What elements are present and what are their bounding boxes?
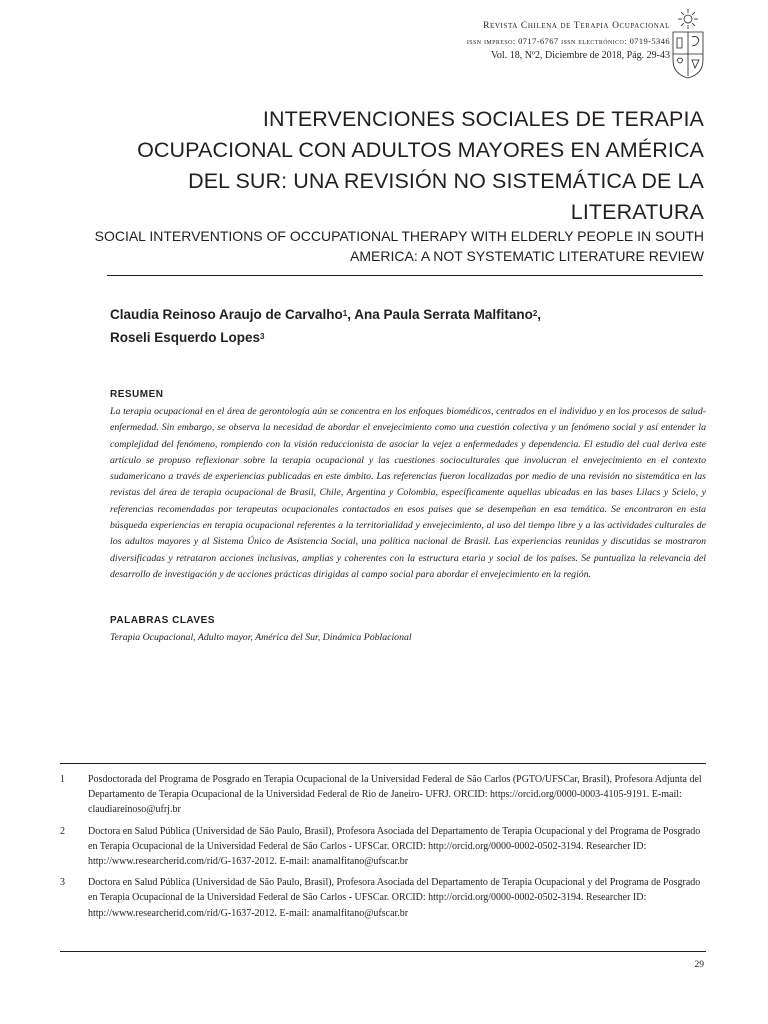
author-separator: , (347, 307, 355, 322)
footnote-item (60, 772, 706, 818)
keywords-text: Terapia Ocupacional, Adulto mayor, América del Sur, Dinámica Poblacional (110, 632, 412, 643)
author-name: Claudia Reinoso Araujo de Carvalho (110, 307, 343, 322)
footnote-text: Doctora en Salud Pública (Universidad de São Paulo, Brasil), Profesora Asociada del Departamento de Terapia Ocupacional y del Programa de Posgrado en Terapia Ocupacional de la Universidad Federal de São Carlos - UFSCar. ORCID: http://orcid.org/0000-0002-0502-3194. Researcher ID: http://www.researcherid.com/rid/G-1637-2012. E-mail: anamalfitano@ufscar.br (88, 825, 701, 868)
abstract-text: La terapia ocupacional en el área de gerontología aún se concentra en los enfoques biomédicos, centrados en el individuo y en los procesos de salud-enfermedad. Sin embargo, se observa la necesidad de abordar el envejecimiento como una cuestión colectiva y un fenómeno social y así entender la complejidad del fenómeno, rompiendo con la visión reduccionista de asociar la vejez a enfermedades y dependencia. El estudio del cual deriva este artículo se propuso reflexionar sobre la terapia ocupacional y las cuestiones socioculturales que involucran el envejecimiento en el contexto sudamericano a través de experiencias publicadas en este ámbito. Las referencias fueron localizadas por medio de una revisión no sistemática en las revistas del área de terapia ocupacional de Brasil, Chile, Argentina y Colombia, específicamente aquellas ubicadas en las bases Lilacs y Scielo, y referencias recomendadas por terapeutas ocupacionales contactados en esos países que se desempeñan en esa temática. Se encontraron en esta búsqueda experiencias en terapia ocupacional referentes a la territorialidad y envejecimiento, al uso del tiempo libre y a las actividades culturales de los adultos mayores y al Sistema Único de Asistencia Social, una política nacional de Brasil. Las experiencias reunidas y discutidas se mostraron diversificadas y retrataron acciones inclusivas, amplias y coherentes con la estructura etaria y social de los países. Se puntualiza la relevancia del desarrollo de investigación y de acciones prácticas dirigidas al campo social para abordar el envejecimiento en la región. (110, 406, 706, 580)
footnote-number: 2 (60, 825, 65, 837)
footnote-number: 3 (60, 877, 65, 889)
journal-volume: Vol. 18, Nº2, Diciembre de 2018, Pág. 29-43 (490, 50, 670, 61)
title-divider (107, 275, 703, 276)
page-bottom-divider (60, 951, 706, 952)
footnote-number: 1 (60, 774, 65, 785)
footnote-text: Doctora en Salud Pública (Universidad de São Paulo, Brasil), Profesora Asociada del Departamento de Terapia Ocupacional y del Programa de Posgrado en Terapia Ocupacional de la Universidad Federal de São Carlos - UFSCar. ORCID: http://orcid.org/0000-0002-0502-3194. Researcher ID: http://www.researcherid.com/rid/G-1637-2012. E-mail: anamalfitano@ufscar.br (88, 877, 701, 919)
footnote-item (60, 824, 706, 870)
article-title-english: SOCIAL INTERVENTIONS OF OCCUPATIONAL THERAPY WITH ELDERLY PEOPLE IN SOUTH AMERICA: A NOT SYSTEMATIC LITERATURE REVIEW (94, 228, 704, 264)
journal-header (467, 20, 670, 62)
page-number: 29 (694, 960, 704, 970)
author-name: Roseli Esquerdo Lopes (110, 330, 261, 345)
article-title-spanish: INTERVENCIONES SOCIALES DE TERAPIA OCUPACIONAL CON ADULTOS MAYORES EN AMÉRICA DEL SUR: UNA REVISIÓN NO SISTEMÁTICA DE LA LITERATURA (137, 107, 704, 224)
footnotes (60, 772, 706, 927)
journal-name: Revista Chilena de Terapia Ocupacional (483, 21, 670, 31)
footnote-text: Posdoctorada del Programa de Posgrado en Terapia Ocupacional de la Universidad Federal de São Carlos (PGTO/UFSCar, Brasil), Profesora Adjunta del Departamento de Terapia Ocupacional de la Universidad Federal de Rio de Janeiro- UFRJ. ORCID: https://orcid.org/0000-0003-4105-9191. E-mail: claudiareinoso@ufrj.br (88, 774, 702, 816)
journal-logo-icon (670, 8, 706, 80)
author-separator: , (537, 307, 542, 322)
author-affiliation-mark: 3 (260, 332, 265, 341)
author-affiliation-mark: 1 (342, 309, 348, 318)
abstract-heading: RESUMEN (110, 389, 164, 400)
author-affiliation-mark: 2 (532, 309, 538, 318)
footnote-divider (60, 763, 706, 764)
keywords-heading: PALABRAS CLAVES (110, 615, 215, 626)
author-name: Ana Paula Serrata Malfitano (354, 307, 533, 322)
journal-issn: issn impreso: 0717-6767 issn electrónico: 0719-5346 (466, 36, 670, 46)
footnote-item (60, 875, 706, 921)
author-list (110, 303, 710, 349)
